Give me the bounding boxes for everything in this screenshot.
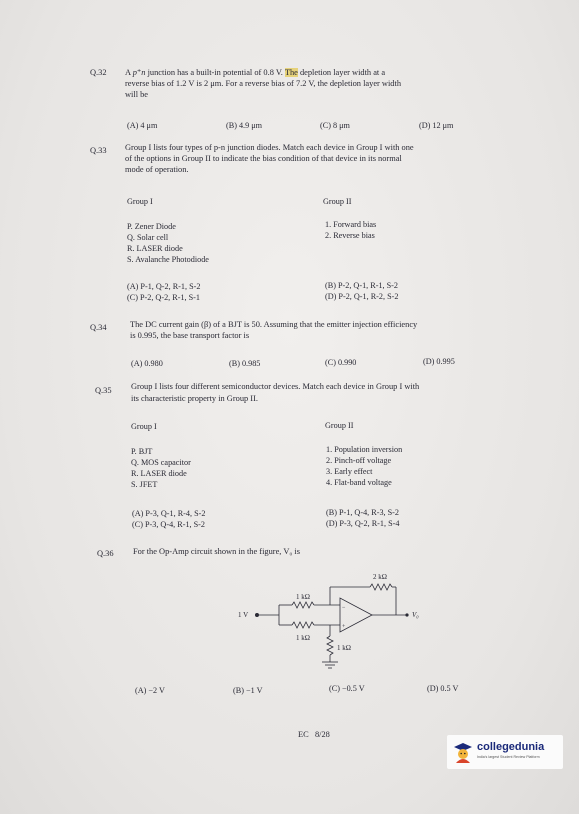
graduate-icon [453, 741, 473, 763]
noninverting-resistor [292, 622, 314, 628]
input-resistor [292, 602, 314, 608]
noninverting-resistor-label: 1 kΩ [296, 634, 310, 642]
q33-option-b: (B) P-2, Q-1, R-1, S-2 [325, 281, 399, 290]
q32-option-c: (C) 8 μm [320, 121, 350, 130]
page-footer: EC 8/28 [298, 730, 330, 739]
q33-group1-item: S. Avalanche Photodiode [127, 255, 209, 264]
q32-number: Q.32 [90, 68, 107, 77]
output-terminal [405, 613, 408, 616]
q32-highlight: The [284, 68, 298, 77]
output-label: V₀ [412, 611, 419, 619]
q35-option-b: (B) P-1, Q-4, R-3, S-2 [326, 508, 400, 517]
q36-line1: For the Op-Amp circuit shown in the figure, V₀ is [133, 547, 300, 556]
q35-group1-item: Q. MOS capacitor [131, 458, 191, 467]
ground-resistor-label: 1 kΩ [337, 644, 351, 652]
q32-line1-mid: junction has a built-in potential of 0.8 V. [145, 68, 285, 77]
logo-tagline: India's largest Student Review Platform [477, 755, 540, 759]
q33-group2-item: 2. Reverse bias [325, 231, 375, 240]
q33-group1-item: P. Zener Diode [127, 222, 176, 231]
q32-option-b: (B) 4.9 μm [226, 121, 263, 130]
q35-group1-item: P. BJT [131, 447, 153, 456]
q32-option-d: (D) 12 μm [419, 121, 454, 130]
q34-option-b: (B) 0.985 [229, 359, 261, 368]
q36-number: Q.36 [97, 549, 114, 558]
q34-option-d: (D) 0.995 [423, 357, 455, 366]
feedback-resistor [370, 584, 392, 590]
q34-option-c: (C) 0.990 [325, 358, 357, 367]
q35-option-c: (C) P-3, Q-4, R-1, S-2 [132, 520, 206, 529]
logo-name: collegedunia [477, 741, 545, 753]
q36-option-a: (A) −2 V [135, 686, 165, 695]
q35-line1: Group I lists four different semiconductor devices. Match each device in Group I with [131, 382, 420, 391]
q34-option-a: (A) 0.980 [131, 359, 163, 368]
q35-group2-item: 3. Early effect [326, 467, 373, 476]
q35-number: Q.35 [95, 386, 112, 395]
q32-line1-post: depletion layer width at a [297, 68, 386, 77]
q35-group1-title: Group I [131, 422, 157, 431]
q35-option-d: (D) P-3, Q-2, R-1, S-4 [326, 519, 400, 528]
q35-group1-item: R. LASER diode [131, 469, 187, 478]
q36-option-c: (C) −0.5 V [329, 684, 365, 693]
q32-symbol: p⁺n [132, 68, 146, 77]
q36-option-b: (B) −1 V [233, 686, 263, 695]
q32-line2: reverse bias of 1.2 V is 2 μm. For a reverse bias of 7.2 V, the depletion layer width [125, 79, 402, 88]
q35-group2-item: 2. Pinch-off voltage [326, 456, 392, 465]
q34-line2: is 0.995, the base transport factor is [130, 331, 250, 340]
q33-option-c: (C) P-2, Q-2, R-1, S-1 [127, 293, 201, 302]
q33-option-a: (A) P-1, Q-2, R-1, S-2 [127, 282, 201, 291]
input-terminal [255, 613, 258, 616]
q33-line1: Group I lists four types of p-n junction diodes. Match each device in Group I with one [125, 143, 414, 152]
q35-group2-item: 1. Population inversion [326, 445, 403, 454]
q33-line2: of the options in Group II to indicate the bias condition of that device in its normal [125, 154, 402, 163]
noninverting-sign: + [342, 624, 346, 630]
q35-line2: its characteristic property in Group II. [131, 394, 258, 403]
q33-group1-item: R. LASER diode [127, 244, 183, 253]
collegedunia-logo [447, 735, 563, 769]
q33-line3: mode of operation. [125, 165, 189, 174]
q33-group2-title: Group II [323, 197, 352, 206]
q32-line3: will be [125, 90, 149, 99]
q33-group1-title: Group I [127, 197, 153, 206]
source-label: 1 V [238, 611, 249, 619]
q32-option-a: (A) 4 μm [127, 121, 158, 130]
q35-option-a: (A) P-3, Q-1, R-4, S-2 [132, 509, 206, 518]
inverting-sign: − [342, 605, 346, 611]
feedback-resistor-label: 2 kΩ [373, 573, 387, 581]
q33-option-d: (D) P-2, Q-1, R-2, S-2 [325, 292, 399, 301]
q35-group1-item: S. JFET [131, 480, 158, 489]
ground-resistor [327, 636, 333, 655]
q35-group2-item: 4. Flat-band voltage [326, 478, 392, 487]
q32-line1-pre: A [125, 68, 133, 77]
q34-number: Q.34 [90, 323, 107, 332]
ground-symbol [322, 662, 338, 668]
q33-number: Q.33 [90, 146, 107, 155]
q35-group2-title: Group II [325, 421, 354, 430]
q36-option-d: (D) 0.5 V [427, 684, 459, 693]
input-resistor-label: 1 kΩ [296, 593, 310, 601]
q34-line1: The DC current gain (β) of a BJT is 50. Assuming that the emitter injection efficiency [130, 320, 418, 329]
q33-group1-item: Q. Solar cell [127, 233, 169, 242]
q33-group2-item: 1. Forward bias [325, 220, 377, 229]
